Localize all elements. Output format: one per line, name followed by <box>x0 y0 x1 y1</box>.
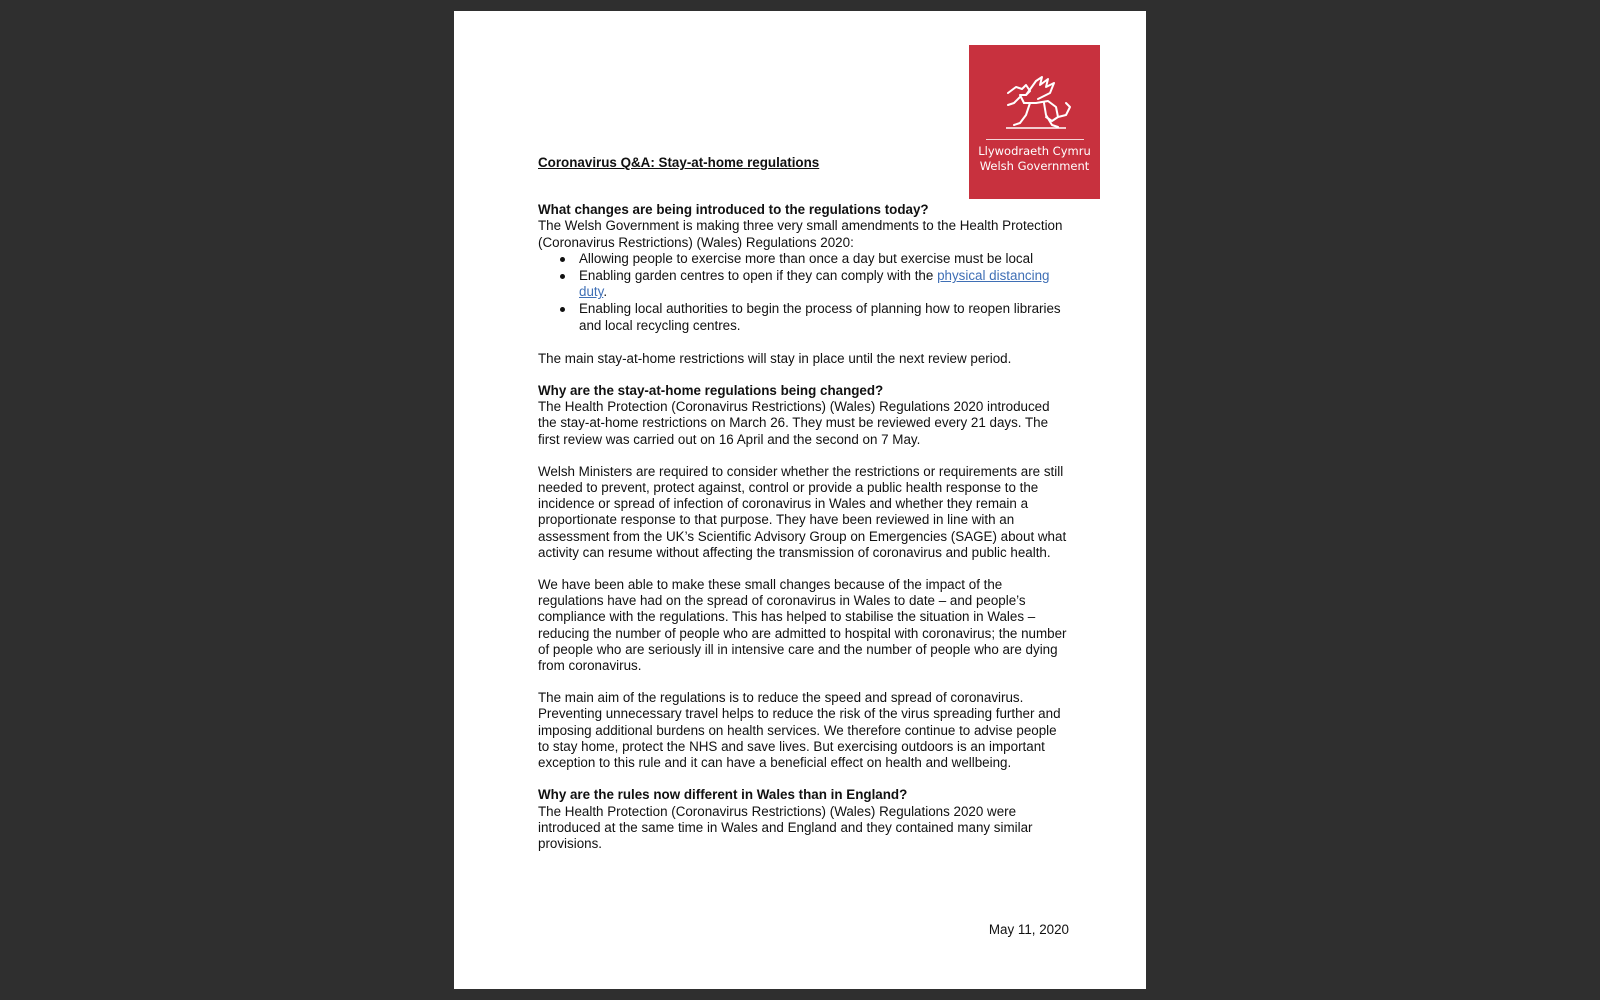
logo-english-name: Welsh Government <box>979 159 1090 173</box>
list-item: Allowing people to exercise more than once a day but exercise must be local <box>579 251 1068 267</box>
question-wales-vs-england: Why are the rules now different in Wales than in England? <box>538 787 908 803</box>
restrictions-statement: The main stay-at-home restrictions will stay in place until the next review period. <box>538 350 1012 366</box>
amendments-list <box>538 251 1068 334</box>
logo-welsh-name: Llywodraeth Cymru <box>978 144 1091 158</box>
paragraph: The Health Protection (Coronavirus Restrictions) (Wales) Regulations 2020 were introduced at the same time in Wales and England and they contained many similar provisions. <box>538 803 1033 851</box>
question-changes: What changes are being introduced to the regulations today? <box>538 202 929 218</box>
document-page <box>454 11 1146 989</box>
physical-distancing-duty-link[interactable]: physical distancing duty <box>579 268 1050 300</box>
paragraph: Welsh Ministers are required to consider whether the restrictions or requirements are still needed to prevent, protect against, control or provide a public health response to the incidence or spread of infection of coronavirus in Wales and whether they remain a proportionate response to that purpose. They have been reviewed in line with an assessment from the UK’s Scientific Advisory Group on Emergencies (SAGE) about what activity can resume without affecting the transmission of coronavirus and public health. <box>538 463 1067 560</box>
list-item: Enabling local authorities to begin the process of planning how to reopen libraries and local recycling centres. <box>579 301 1068 333</box>
changes-intro: The Welsh Government is making three very small amendments to the Health Protection (Coronavirus Restrictions) (Wales) Regulations 2020: <box>538 218 1063 250</box>
paragraph: The Health Protection (Coronavirus Restrictions) (Wales) Regulations 2020 introduced the stay-at-home restrictions on March 26. They must be reviewed every 21 days. The first review was carried out on 16 April and the second on 7 May. <box>538 399 1050 447</box>
welsh-dragon-icon <box>996 73 1074 133</box>
logo-divider <box>986 139 1084 140</box>
paragraph: The main aim of the regulations is to reduce the speed and spread of coronavirus. Preventing unnecessary travel helps to reduce the risk of the virus spreading further and imposing additional burdens on health services. We therefore continue to advise people to stay home, protect the NHS and save lives. But exercising outdoors is an important exception to this rule and it can have a beneficial effect on health and wellbeing. <box>538 690 1061 771</box>
list-item: Enabling garden centres to open if they can comply with the physical distancing duty. <box>579 268 1068 300</box>
paragraph: We have been able to make these small changes because of the impact of the regulations have had on the spread of coronavirus in Wales to date – and people’s compliance with the regulations. This has helped to stabilise the situation in Wales – reducing the number of people who are admitted to hospital with coronavirus; the number of people who are seriously ill in intensive care and the number of people who are dying from coronavirus. <box>538 577 1067 674</box>
question-why-changed: Why are the stay-at-home regulations being changed? <box>538 383 884 399</box>
document-body <box>538 155 1068 852</box>
document-date: May 11, 2020 <box>988 922 1069 937</box>
document-title: Coronavirus Q&A: Stay-at-home regulations <box>538 155 820 170</box>
